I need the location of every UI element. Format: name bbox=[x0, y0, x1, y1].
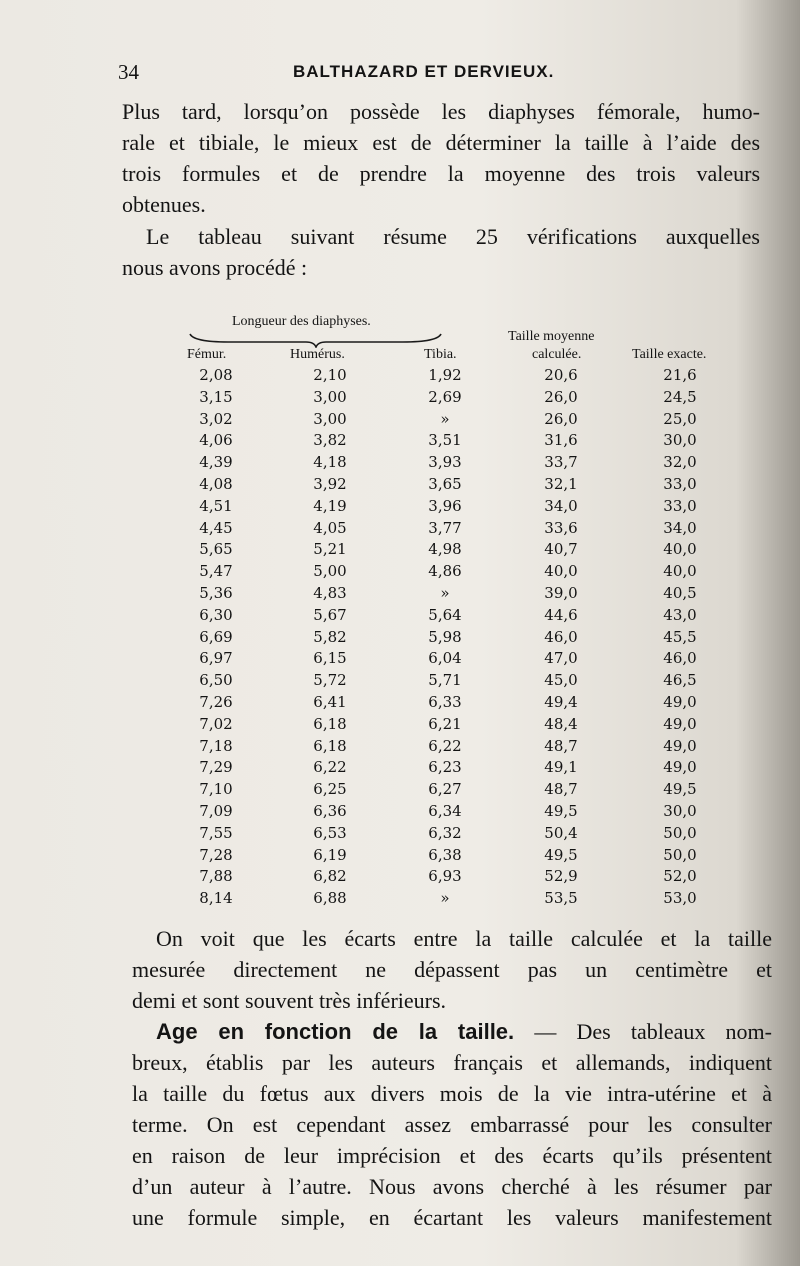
cell-exacte: 21,6 bbox=[663, 366, 697, 384]
cell-exacte: 24,5 bbox=[663, 387, 697, 406]
text-line: On voit que les écarts entre la taille calculée et la taille bbox=[156, 926, 772, 951]
cell-femur: 4,39 bbox=[199, 453, 233, 472]
cell-calc: 48,7 bbox=[544, 780, 578, 799]
cell-humerus: 3,92 bbox=[313, 475, 347, 493]
cell-calc: 50,4 bbox=[544, 823, 578, 842]
cell-humerus: 2,10 bbox=[313, 366, 347, 384]
text-line: en raison de leur imprécision et des écarts qu’ils présentent bbox=[132, 1143, 772, 1168]
cell-calc: 48,4 bbox=[544, 714, 578, 733]
cell-humerus: 4,18 bbox=[313, 453, 347, 472]
text-line: Le tableau suivant résume 25 vérifications auxquelles bbox=[146, 224, 760, 249]
cell-calc: 46,0 bbox=[544, 627, 578, 646]
cell-exacte: 49,0 bbox=[663, 714, 697, 733]
text-line: rale et tibiale, le mieux est de déterminer la taille à l’aide des bbox=[122, 130, 760, 155]
cell-calc: 52,9 bbox=[544, 867, 578, 886]
text-line bbox=[132, 1016, 772, 1047]
cell-femur: 3,02 bbox=[199, 409, 233, 428]
cell-exacte: 50,0 bbox=[663, 823, 697, 842]
cell-humerus: 6,22 bbox=[313, 758, 347, 777]
cell-humerus: 3,00 bbox=[313, 387, 347, 406]
col-header-femur: Fémur. bbox=[187, 347, 227, 362]
cell-calc: 39,0 bbox=[544, 584, 578, 602]
cell-tibia: 6,33 bbox=[428, 693, 462, 711]
text-line: terme. On est cependant assez embarrassé pour les consulter bbox=[132, 1112, 772, 1137]
cell-calc: 45,0 bbox=[544, 671, 578, 690]
cell-calc: 49,5 bbox=[544, 802, 578, 820]
cell-exacte: 32,0 bbox=[663, 453, 697, 472]
cell-humerus: 5,00 bbox=[313, 562, 347, 581]
running-head: BALTHAZARD ET DERVIEUX. bbox=[293, 62, 555, 81]
text-line: nous avons procédé : bbox=[122, 255, 308, 280]
cell-exacte: 53,0 bbox=[663, 889, 697, 908]
cell-femur: 5,47 bbox=[199, 562, 233, 581]
cell-femur: 3,15 bbox=[199, 387, 233, 406]
cell-humerus: 6,53 bbox=[313, 823, 347, 842]
cell-calc: 49,1 bbox=[544, 758, 578, 777]
text-line: Plus tard, lorsqu’on possède les diaphyses fémorale, humo- bbox=[122, 99, 760, 124]
cell-femur: 6,97 bbox=[199, 649, 233, 668]
text-line: la taille du fœtus aux divers mois de la vie intra-utérine et à bbox=[132, 1081, 772, 1106]
cell-exacte: 30,0 bbox=[663, 431, 697, 450]
cell-femur: 7,10 bbox=[199, 780, 233, 799]
cell-tibia: 3,93 bbox=[428, 453, 462, 472]
cell-calc: 40,0 bbox=[544, 562, 578, 581]
cell-humerus: 6,88 bbox=[313, 889, 347, 908]
cell-tibia: 5,71 bbox=[428, 671, 462, 690]
cell-tibia: 5,64 bbox=[428, 605, 462, 624]
cell-exacte: 49,5 bbox=[663, 780, 697, 799]
cell-humerus: 4,83 bbox=[313, 584, 347, 602]
cell-humerus: 6,15 bbox=[313, 649, 347, 668]
cell-humerus: 5,67 bbox=[313, 605, 347, 624]
cell-tibia: 3,65 bbox=[428, 475, 462, 493]
cell-femur: 4,45 bbox=[199, 518, 233, 537]
cell-tibia: 6,21 bbox=[428, 714, 462, 733]
text-line: mesurée directement ne dépassent pas un centimètre et bbox=[132, 957, 772, 982]
cell-humerus: 3,00 bbox=[313, 409, 347, 428]
cell-femur: 7,29 bbox=[199, 758, 233, 777]
cell-humerus: 6,19 bbox=[313, 845, 347, 864]
cell-tibia: » bbox=[440, 584, 450, 602]
cell-exacte: 40,0 bbox=[663, 540, 697, 559]
cell-exacte: 45,5 bbox=[663, 627, 697, 646]
cell-tibia: » bbox=[440, 409, 450, 428]
cell-tibia: 1,92 bbox=[428, 366, 462, 384]
cell-tibia: 6,34 bbox=[428, 802, 462, 820]
cell-humerus: 6,36 bbox=[313, 802, 347, 820]
cell-exacte: 46,5 bbox=[663, 671, 697, 690]
cell-exacte: 49,0 bbox=[663, 693, 697, 711]
group-header-diaphyses: Longueur des diaphyses. bbox=[232, 314, 371, 329]
cell-humerus: 6,82 bbox=[313, 867, 347, 886]
cell-tibia: » bbox=[440, 889, 450, 908]
cell-femur: 7,09 bbox=[199, 802, 233, 820]
cell-calc: 48,7 bbox=[544, 736, 578, 755]
cell-calc: 34,0 bbox=[544, 496, 578, 515]
cell-tibia: 4,98 bbox=[428, 540, 462, 559]
cell-calc: 26,0 bbox=[544, 409, 578, 428]
cell-tibia: 3,51 bbox=[428, 431, 462, 450]
cell-calc: 32,1 bbox=[544, 475, 578, 493]
cell-tibia: 3,77 bbox=[428, 518, 462, 537]
cell-femur: 7,26 bbox=[199, 693, 233, 711]
text-line: obtenues. bbox=[122, 192, 206, 217]
cell-exacte: 33,0 bbox=[663, 475, 697, 493]
text-line: d’un auteur à l’autre. Nous avons cherché à les résumer par bbox=[132, 1174, 772, 1199]
cell-humerus: 3,82 bbox=[313, 431, 347, 450]
page-number: 34 bbox=[118, 60, 139, 84]
cell-tibia: 2,69 bbox=[428, 387, 462, 406]
col-header-humerus: Humérus. bbox=[290, 347, 345, 362]
cell-humerus: 6,18 bbox=[313, 736, 347, 755]
cell-humerus: 5,72 bbox=[313, 671, 347, 690]
cell-femur: 5,65 bbox=[199, 540, 233, 559]
text-line: une formule simple, en écartant les valeurs manifestement bbox=[132, 1205, 772, 1230]
cell-exacte: 40,0 bbox=[663, 562, 697, 581]
cell-calc: 49,5 bbox=[544, 845, 578, 864]
cell-femur: 7,55 bbox=[199, 823, 233, 842]
cell-femur: 6,30 bbox=[199, 605, 233, 624]
col-header-exacte: Taille exacte. bbox=[632, 347, 707, 362]
cell-tibia: 6,04 bbox=[428, 649, 462, 668]
cell-femur: 4,51 bbox=[199, 496, 233, 515]
paragraph-4 bbox=[132, 1016, 772, 1233]
cell-exacte: 49,0 bbox=[663, 736, 697, 755]
cell-femur: 7,28 bbox=[199, 845, 233, 864]
cell-exacte: 34,0 bbox=[663, 518, 697, 537]
cell-calc: 53,5 bbox=[544, 889, 578, 908]
cell-calc: 33,7 bbox=[544, 453, 578, 472]
cell-humerus: 4,19 bbox=[313, 496, 347, 515]
cell-tibia: 6,38 bbox=[428, 845, 462, 864]
cell-humerus: 6,41 bbox=[313, 693, 347, 711]
cell-humerus: 4,05 bbox=[313, 518, 347, 537]
text-line: trois formules et de prendre la moyenne des trois valeurs bbox=[122, 161, 760, 186]
cell-exacte: 46,0 bbox=[663, 649, 697, 668]
section-heading: Age en fonction de la taille. bbox=[156, 1019, 515, 1044]
cell-exacte: 50,0 bbox=[663, 845, 697, 864]
cell-tibia: 5,98 bbox=[428, 627, 462, 646]
cell-femur: 4,08 bbox=[199, 475, 233, 493]
cell-femur: 4,06 bbox=[199, 431, 233, 450]
cell-calc: 49,4 bbox=[544, 693, 578, 711]
cell-exacte: 49,0 bbox=[663, 758, 697, 777]
cell-exacte: 52,0 bbox=[663, 867, 697, 886]
cell-tibia: 6,23 bbox=[428, 758, 462, 777]
cell-tibia: 6,93 bbox=[428, 867, 462, 886]
col-header-calc-line2: calculée. bbox=[532, 347, 582, 362]
cell-tibia: 3,96 bbox=[428, 496, 462, 515]
col-header-calc-line1: Taille moyenne bbox=[508, 329, 595, 344]
cell-tibia: 4,86 bbox=[428, 562, 462, 581]
cell-femur: 5,36 bbox=[199, 584, 233, 602]
cell-calc: 40,7 bbox=[544, 540, 578, 559]
col-header-tibia: Tibia. bbox=[424, 347, 457, 362]
cell-tibia: 6,22 bbox=[428, 736, 462, 755]
cell-tibia: 6,32 bbox=[428, 823, 462, 842]
cell-exacte: 40,5 bbox=[663, 584, 697, 602]
cell-tibia: 6,27 bbox=[428, 780, 462, 799]
cell-femur: 8,14 bbox=[199, 889, 233, 908]
paragraph-3 bbox=[132, 923, 772, 1016]
cell-calc: 26,0 bbox=[544, 387, 578, 406]
cell-exacte: 30,0 bbox=[663, 802, 697, 820]
cell-exacte: 25,0 bbox=[663, 409, 697, 428]
cell-humerus: 5,21 bbox=[313, 540, 347, 559]
brace-icon bbox=[188, 332, 443, 348]
cell-femur: 7,18 bbox=[199, 736, 233, 755]
text-line: demi et sont souvent très inférieurs. bbox=[132, 988, 447, 1013]
cell-calc: 20,6 bbox=[544, 366, 578, 384]
cell-calc: 44,6 bbox=[544, 605, 578, 624]
cell-calc: 31,6 bbox=[544, 431, 578, 450]
heading-continuation: — Des tableaux nom- bbox=[514, 1019, 772, 1044]
cell-femur: 2,08 bbox=[199, 366, 233, 384]
cell-humerus: 5,82 bbox=[313, 627, 347, 646]
cell-exacte: 33,0 bbox=[663, 496, 697, 515]
cell-femur: 7,88 bbox=[199, 867, 233, 886]
cell-exacte: 43,0 bbox=[663, 605, 697, 624]
cell-humerus: 6,25 bbox=[313, 780, 347, 799]
cell-calc: 33,6 bbox=[544, 518, 578, 537]
cell-femur: 6,69 bbox=[199, 627, 233, 646]
cell-femur: 6,50 bbox=[199, 671, 233, 690]
cell-calc: 47,0 bbox=[544, 649, 578, 668]
cell-femur: 7,02 bbox=[199, 714, 233, 733]
text-line: breux, établis par les auteurs français et allemands, indiquent bbox=[132, 1050, 772, 1075]
cell-humerus: 6,18 bbox=[313, 714, 347, 733]
